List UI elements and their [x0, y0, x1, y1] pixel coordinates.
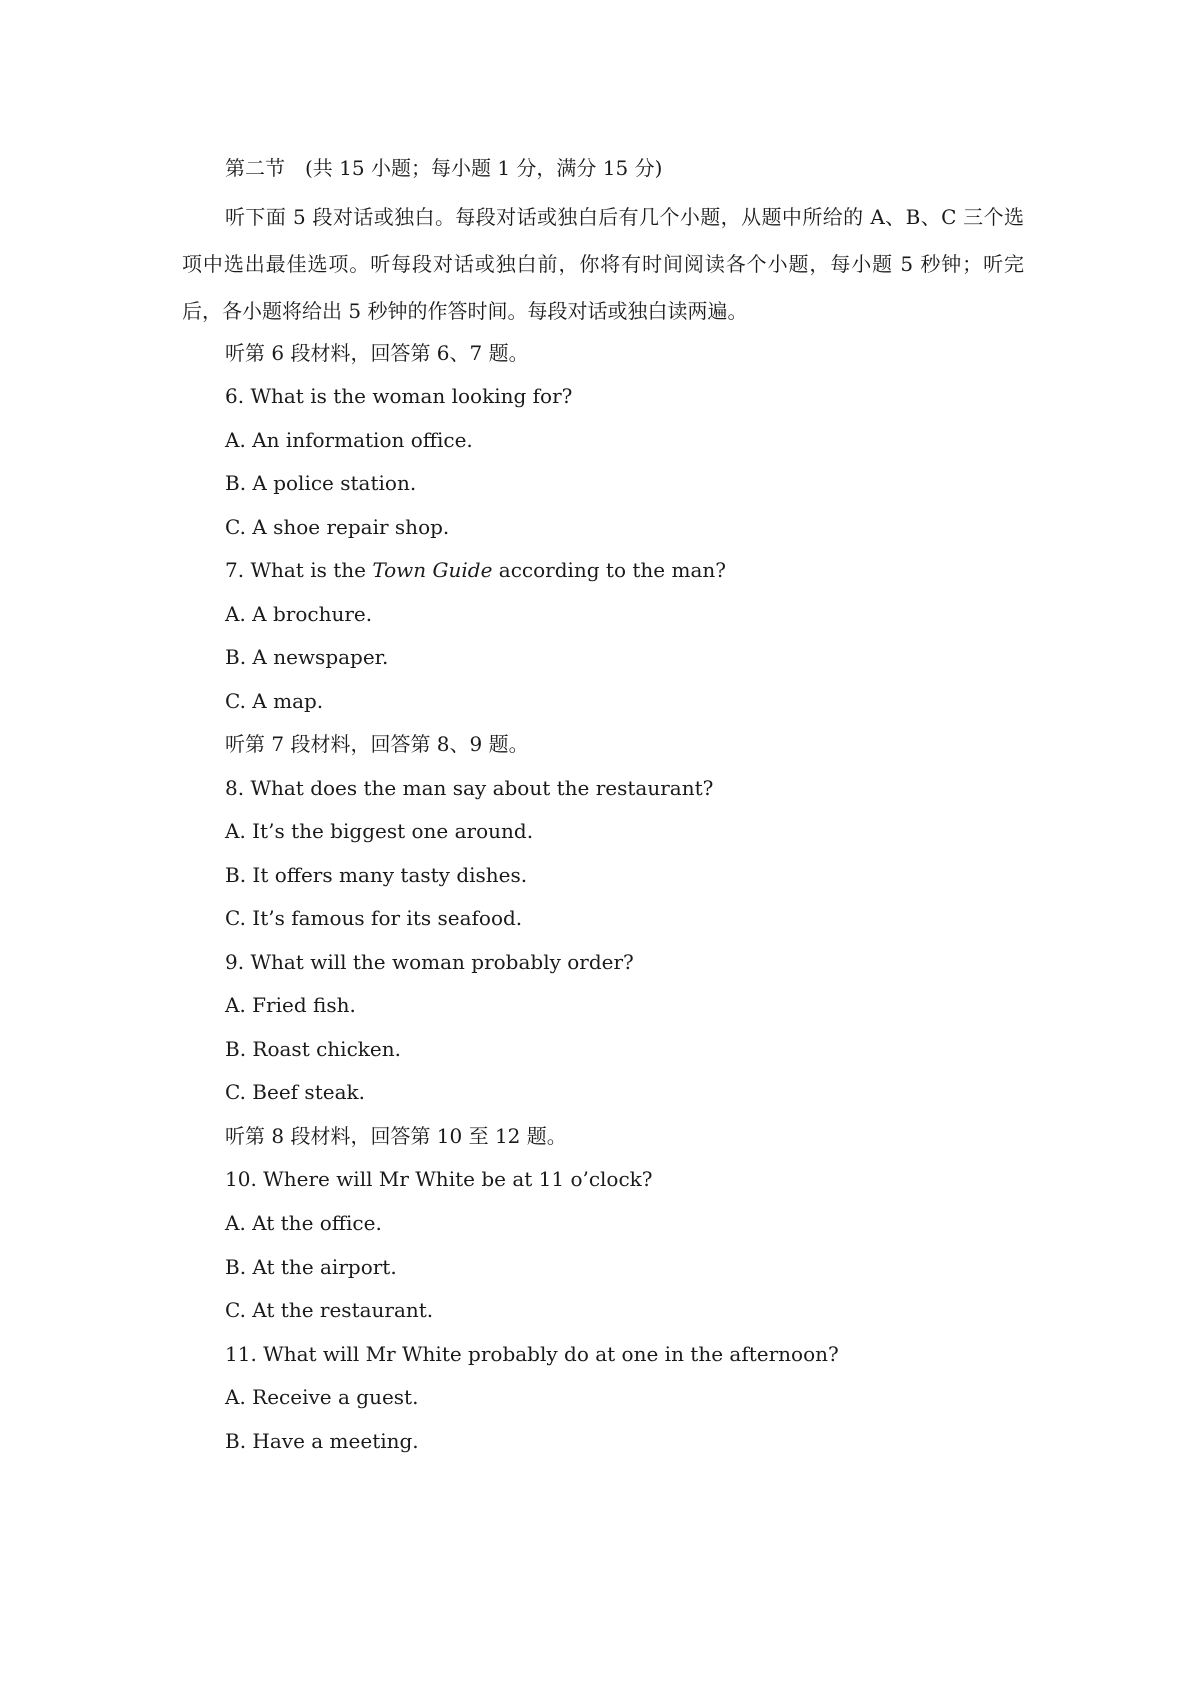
answer-option: C. At the restaurant.: [225, 1298, 434, 1322]
answer-option: A. Fried fish.: [225, 993, 356, 1017]
question-stem: 10. Where will Mr White be at 11 o’clock?: [225, 1167, 653, 1191]
answer-option: B. A newspaper.: [225, 645, 389, 669]
answer-option: B. A police station.: [225, 471, 417, 495]
group-intro: 听第 8 段材料，回答第 10 至 12 题。: [225, 1124, 567, 1148]
question-stem: 8. What does the man say about the restaurant?: [225, 776, 714, 800]
group-intro: 听第 7 段材料，回答第 8、9 题。: [225, 732, 529, 756]
question-stem: 9. What will the woman probably order?: [225, 950, 634, 974]
answer-option: B. Have a meeting.: [225, 1429, 419, 1453]
question-stem: 6. What is the woman looking for?: [225, 384, 573, 408]
stem-text: 7. What is the: [225, 558, 373, 582]
question-stem: [225, 556, 726, 584]
answer-option: C. A map.: [225, 689, 324, 713]
section-instructions: 听下面 5 段对话或独白。每段对话或独白后有几个小题，从题中所给的 A、B、C 三个选项中选出最佳选项。听每段对话或独白前，你将有时间阅读各个小题，每小题 5 秒钟；听完后，各小题将给出 5 秒钟的作答时间。每段对话或独白读两遍。: [182, 205, 1024, 323]
answer-option: C. It’s famous for its seafood.: [225, 906, 523, 930]
question-stem: 11. What will Mr White probably do at one in the afternoon?: [225, 1342, 839, 1366]
answer-option: B. At the airport.: [225, 1255, 397, 1279]
section-heading: 第二节 (共 15 小题；每小题 1 分，满分 15 分): [225, 156, 663, 180]
answer-option: C. Beef steak.: [225, 1080, 365, 1104]
answer-option: A. A brochure.: [225, 602, 373, 626]
answer-option: A. It’s the biggest one around.: [225, 819, 534, 843]
stem-text: according to the man?: [492, 558, 726, 582]
answer-option: A. An information office.: [225, 428, 473, 452]
answer-option: B. Roast chicken.: [225, 1037, 401, 1061]
answer-option: A. Receive a guest.: [225, 1385, 419, 1409]
answer-option: A. At the office.: [225, 1211, 382, 1235]
stem-title-italic: Town Guide: [372, 558, 493, 582]
answer-option: B. It offers many tasty dishes.: [225, 863, 528, 887]
answer-option: C. A shoe repair shop.: [225, 515, 450, 539]
group-intro: 听第 6 段材料，回答第 6、7 题。: [225, 341, 529, 365]
